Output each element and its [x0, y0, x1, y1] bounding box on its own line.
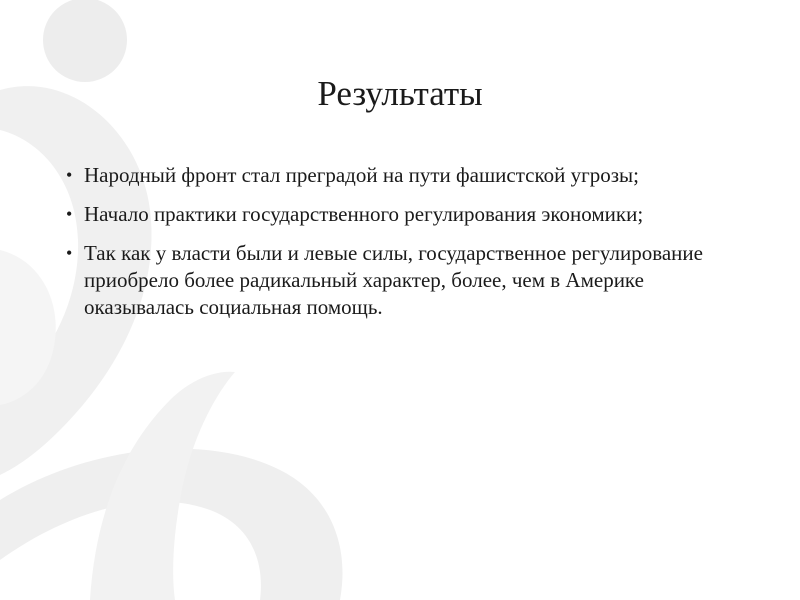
bullet-list	[66, 162, 756, 333]
bullet-marker: •	[66, 165, 73, 185]
bullet-text: Народный фронт стал преградой на пути фашистской угрозы;	[84, 163, 639, 187]
decor-circle	[43, 0, 127, 82]
bullet-marker: •	[66, 243, 73, 263]
bullet-marker: •	[66, 204, 73, 224]
bullet-item	[66, 162, 756, 189]
bullet-item	[66, 240, 756, 321]
bullet-text: Начало практики государственного регулирования экономики;	[84, 202, 644, 226]
slide-title: Результаты	[317, 74, 483, 113]
bullet-item	[66, 201, 756, 228]
bullet-text: Так как у власти были и левые силы, государственное регулирование приобрело более радикальный характер, более, чем в Америке оказывалась социальная помощь.	[84, 241, 703, 319]
